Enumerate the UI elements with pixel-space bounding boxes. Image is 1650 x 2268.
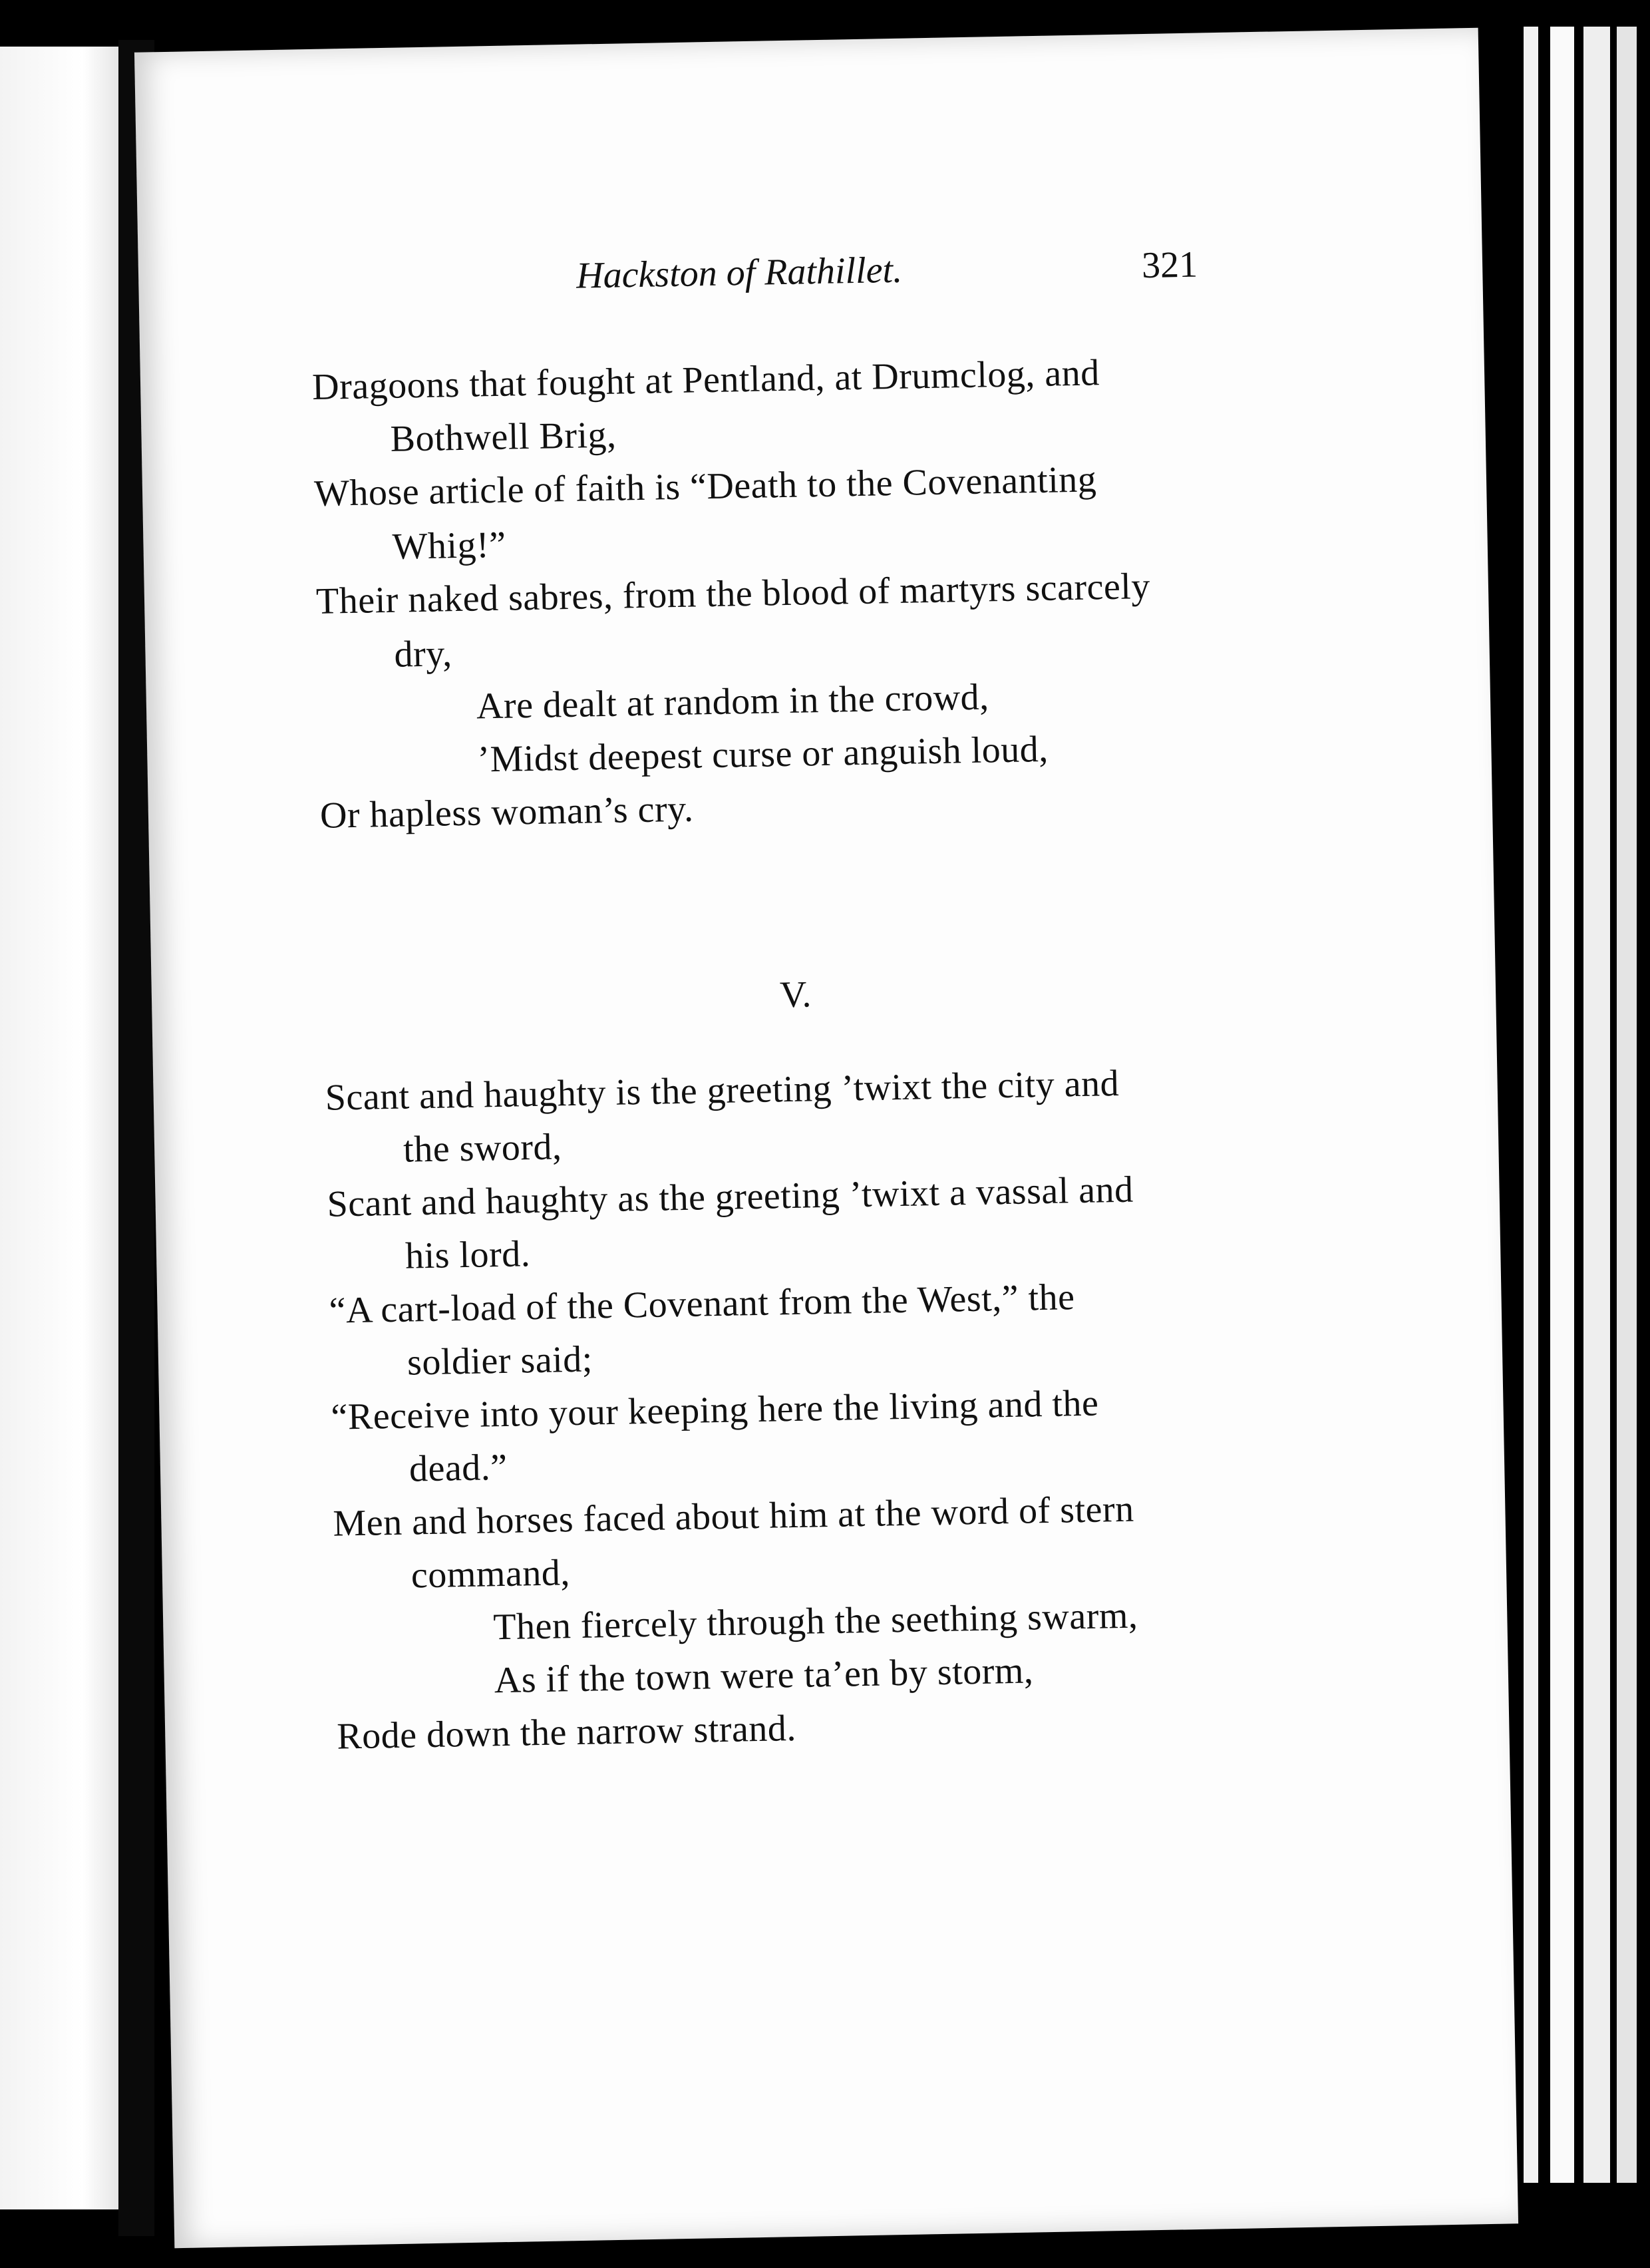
page-edge-strip — [1617, 27, 1637, 2183]
running-head-title: Hackston of Rathillet. — [576, 249, 903, 297]
verse-line: Whig!” — [392, 524, 507, 568]
verse-line: Are dealt at random in the crowd, — [476, 676, 990, 727]
verse-line: “Receive into your keeping here the living and the — [330, 1382, 1099, 1438]
verse-line: Rode down the narrow strand. — [336, 1707, 797, 1758]
verse-line: As if the town were ta’en by storm, — [494, 1650, 1034, 1702]
section-heading: V. — [779, 974, 812, 1016]
verse-line: Their naked sabres, from the blood of martyrs scarcely — [315, 565, 1151, 622]
verse-line: Scant and haughty is the greeting ’twixt the city and — [325, 1062, 1120, 1119]
facing-page-edge — [0, 47, 118, 2209]
verse-line: Bothwell Brig, — [390, 414, 617, 460]
verse-line: Then fiercely through the seething swarm, — [492, 1595, 1138, 1648]
page-number: 321 — [1141, 244, 1198, 287]
verse-line: Dragoons that fought at Pentland, at Drumclog, and — [311, 352, 1100, 408]
verse-line: Men and horses faced about him at the word of stern — [332, 1488, 1135, 1545]
verse-line: command, — [411, 1552, 571, 1597]
verse-line: dead.” — [409, 1446, 508, 1490]
page-edge-strip — [1524, 27, 1538, 2183]
book-page — [134, 28, 1518, 2248]
verse-line: dry, — [394, 633, 453, 675]
verse-line: Or hapless woman’s cry. — [319, 788, 695, 837]
verse-line: soldier said; — [407, 1338, 593, 1384]
page-edge-strip — [1583, 27, 1610, 2183]
verse-line: “A cart-load of the Covenant from the West,” the — [329, 1276, 1075, 1332]
verse-line: his lord. — [405, 1233, 531, 1277]
verse-line: ’Midst deepest curse or anguish loud, — [476, 728, 1049, 781]
page-edge-strip — [1550, 27, 1574, 2183]
verse-line: the sword, — [403, 1126, 563, 1171]
verse-line: Scant and haughty as the greeting ’twixt a vassal and — [327, 1169, 1134, 1225]
verse-line: Whose article of faith is “Death to the Covenanting — [313, 459, 1097, 514]
